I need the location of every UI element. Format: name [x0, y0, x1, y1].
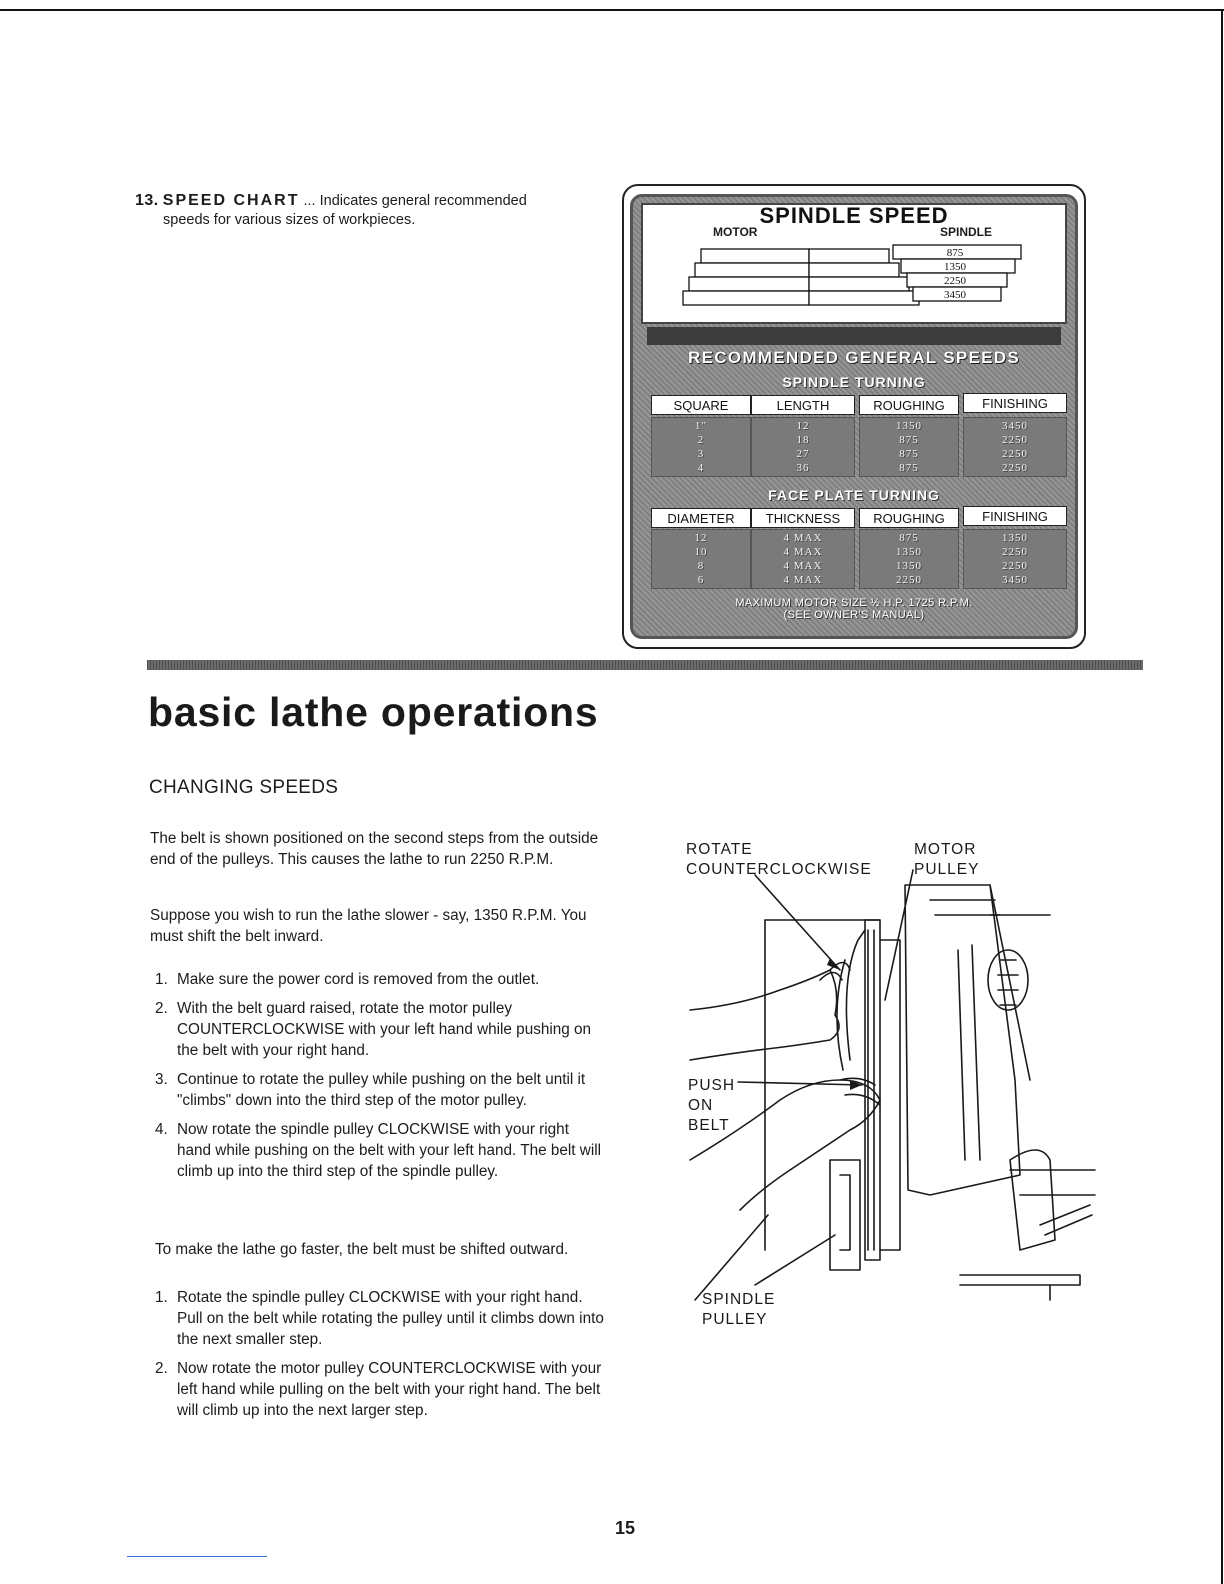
tailstock-clamp: [1010, 1150, 1055, 1250]
spindle-row2-square: 2: [697, 434, 705, 446]
face-row1-finishing: 1350: [1002, 532, 1028, 544]
spindle-row1-square: 1": [695, 420, 707, 432]
spindle-turning-title: SPINDLE TURNING: [782, 374, 926, 390]
item-text-line2: speeds for various sizes of workpieces.: [163, 212, 416, 228]
spindle-speed-3: 2250: [944, 275, 966, 287]
face-header-finishing: FINISHING: [963, 506, 1067, 526]
spindle-row4-square: 4: [697, 462, 705, 474]
spindle-row3-square: 3: [697, 448, 705, 460]
tool-post: [830, 1160, 860, 1270]
label-motor-line2: PULLEY: [914, 861, 980, 878]
spindle-speed-plate: [622, 184, 1086, 649]
label-rotate: [686, 840, 872, 880]
step-number: 2.: [155, 1360, 168, 1377]
step-number: 4.: [155, 1121, 168, 1138]
intro-paragraph-2: Suppose you wish to run the lathe slower - say, 1350 R.P.M. You must shift the belt inward.: [150, 907, 587, 945]
face-row2-diameter: 10: [694, 546, 708, 558]
spindle-row4-finishing: 2250: [1002, 462, 1028, 474]
spindle-row4-roughing: 875: [899, 462, 919, 474]
leader-push-belt: [738, 1082, 862, 1085]
tool-post-slot: [840, 1175, 850, 1250]
belt-segment-3: [809, 277, 909, 291]
slower-steps-list: [155, 969, 605, 1190]
face-plate-turning-title: FACE PLATE TURNING: [768, 487, 940, 503]
face-row3-diameter: 8: [697, 560, 705, 572]
leader-spindle-2: [755, 1235, 835, 1285]
section-title: basic lathe operations: [148, 689, 599, 735]
label-spindle-pulley: [702, 1290, 775, 1330]
face-row4-roughing: 2250: [896, 574, 922, 586]
top-border-rule: [0, 9, 1224, 11]
spindle-row1-roughing: 1350: [896, 420, 922, 432]
label-motor-pulley: [914, 840, 979, 880]
list-item: [155, 1119, 605, 1182]
spindle-row3-length: 27: [796, 448, 810, 460]
belt-loop: [846, 930, 865, 1060]
motor-label: MOTOR: [713, 225, 758, 239]
spindle-pulley-body: [880, 940, 900, 1250]
face-row2-roughing: 1350: [896, 546, 922, 558]
handwheel: [988, 950, 1028, 1010]
spindle-speed-4: 3450: [944, 289, 966, 301]
step-text: With the belt guard raised, rotate the motor pulley COUNTERCLOCKWISE with your left hand while pushing on the belt with your right hand.: [177, 1000, 592, 1059]
pulley-illustration: [680, 830, 1120, 1340]
plate-dark-bar: [647, 327, 1061, 345]
spindle-row4-length: 36: [796, 462, 810, 474]
page-number: 15: [615, 1518, 636, 1538]
spindle-row1-length: 12: [796, 420, 810, 432]
belt-segment-1: [809, 249, 889, 263]
recommended-speeds-banner: RECOMMENDED GENERAL SPEEDS: [688, 348, 1020, 367]
spindle-row2-roughing: 875: [899, 434, 919, 446]
leader-motor-pulley: [885, 870, 913, 1000]
label-push-line2: ON: [688, 1097, 714, 1114]
face-row1-roughing: 875: [899, 532, 919, 544]
base-rail: [960, 1275, 1080, 1285]
face-row3-roughing: 1350: [896, 560, 922, 572]
spindle-header-square: SQUARE: [651, 395, 751, 415]
face-row4-diameter: 6: [697, 574, 705, 586]
list-item: [155, 998, 605, 1061]
face-row4-finishing: 3450: [1002, 574, 1028, 586]
step-number: 3.: [155, 1071, 168, 1088]
face-row1-thickness: 4 MAX: [783, 532, 823, 544]
spindle-row3-finishing: 2250: [1002, 448, 1028, 460]
plate-footer-line1: MAXIMUM MOTOR SIZE ½ H.P. 1725 R.P.M.: [735, 597, 973, 609]
face-header-thickness: THICKNESS: [751, 508, 855, 528]
spindle-row2-length: 18: [796, 434, 810, 446]
step-text: Now rotate the motor pulley COUNTERCLOCKWISE with your left hand while pulling on the belt with your right hand. The belt will climb up into the next larger step.: [177, 1360, 602, 1419]
label-push-on-belt: [688, 1076, 735, 1136]
label-spindle-line1: SPINDLE: [702, 1291, 776, 1308]
lathe-pulley-drawing: [680, 830, 1120, 1340]
face-row2-finishing: 2250: [1002, 546, 1028, 558]
spindle-speed-1: 875: [946, 247, 964, 259]
plate-title: SPINDLE SPEED: [759, 203, 949, 228]
belt-inner: [837, 960, 845, 1070]
spindle-row1-finishing: 3450: [1002, 420, 1028, 432]
leader-rotate: [755, 875, 840, 970]
spindle-header-roughing: ROUGHING: [859, 395, 959, 415]
lock-lever: [1040, 1205, 1092, 1235]
step-number: 1.: [155, 971, 168, 988]
motor-step-1: [701, 249, 809, 263]
face-row3-finishing: 2250: [1002, 560, 1028, 572]
label-push-line1: PUSH: [688, 1077, 736, 1094]
face-row4-thickness: 4 MAX: [783, 574, 823, 586]
face-row1-diameter: 12: [694, 532, 708, 544]
right-border-rule: [1221, 9, 1223, 1584]
spindle-speed-box: [641, 203, 1067, 324]
step-number: 2.: [155, 1000, 168, 1017]
spindle-header-length: LENGTH: [751, 395, 855, 415]
item-text-line1: Indicates general recommended: [319, 193, 527, 209]
motor-step-4: [683, 291, 809, 305]
list-item: [155, 969, 605, 990]
belt-segment-4: [809, 291, 919, 305]
spindle-row2-finishing: 2250: [1002, 434, 1028, 446]
guard-window: [958, 945, 980, 1160]
label-rotate-line1: ROTATE: [686, 841, 753, 858]
label-motor-line1: MOTOR: [914, 841, 977, 858]
faster-paragraph: To make the lathe go faster, the belt must be shifted outward.: [155, 1241, 569, 1258]
label-spindle-line2: PULLEY: [702, 1311, 768, 1328]
step-text: Rotate the spindle pulley CLOCKWISE with your right hand. Pull on the belt while rotating the pulley until it climbs down into the next smaller step.: [177, 1289, 604, 1348]
plate-footer-line2: (SEE OWNER'S MANUAL): [783, 609, 925, 621]
belt-segment-2: [809, 263, 899, 277]
face-header-roughing: ROUGHING: [859, 508, 959, 528]
step-text: Continue to rotate the pulley while pushing on the belt until it "climbs" down into the third step of the motor pulley.: [177, 1071, 586, 1109]
item-ellipsis: ...: [303, 193, 316, 209]
face-row2-thickness: 4 MAX: [783, 546, 823, 558]
pulley-diagram: [643, 205, 1075, 322]
face-row3-thickness: 4 MAX: [783, 560, 823, 572]
section-divider-band: [147, 660, 1143, 670]
list-item: [155, 1069, 605, 1111]
spindle-header-finishing: FINISHING: [963, 393, 1067, 413]
motor-step-2: [695, 263, 809, 277]
label-push-line3: BELT: [688, 1117, 730, 1134]
spindle-row3-roughing: 875: [899, 448, 919, 460]
speed-chart-intro: [135, 191, 607, 230]
plate-inner: [630, 194, 1078, 639]
belt-guard-rib: [930, 900, 1000, 915]
intro-paragraph-1: The belt is shown positioned on the second steps from the outside end of the pulleys. This causes the lathe to run 2250 R.P.M.: [150, 830, 599, 868]
item-number: 13.: [135, 192, 159, 209]
belt-guard: [905, 885, 1020, 1195]
list-item: [155, 1287, 605, 1350]
face-header-diameter: DIAMETER: [651, 508, 751, 528]
leader-spindle-1: [695, 1215, 768, 1300]
spindle-speed-2: 1350: [944, 261, 966, 273]
step-text: Now rotate the spindle pulley CLOCKWISE with your right hand while pushing on the belt with your left hand. The belt will climb up into the third step of the spindle pulley.: [177, 1121, 602, 1180]
motor-step-3: [689, 277, 809, 291]
list-item: [155, 1358, 605, 1421]
subsection-title: CHANGING SPEEDS: [149, 777, 339, 798]
step-number: 1.: [155, 1289, 168, 1306]
faster-steps-list: [155, 1287, 605, 1429]
step-text: Make sure the power cord is removed from the outlet.: [177, 971, 540, 988]
label-rotate-line2: COUNTERCLOCKWISE: [686, 861, 872, 878]
spindle-label: SPINDLE: [940, 225, 993, 239]
footer-link-line: [127, 1556, 267, 1557]
item-heading: SPEED CHART: [162, 192, 300, 209]
